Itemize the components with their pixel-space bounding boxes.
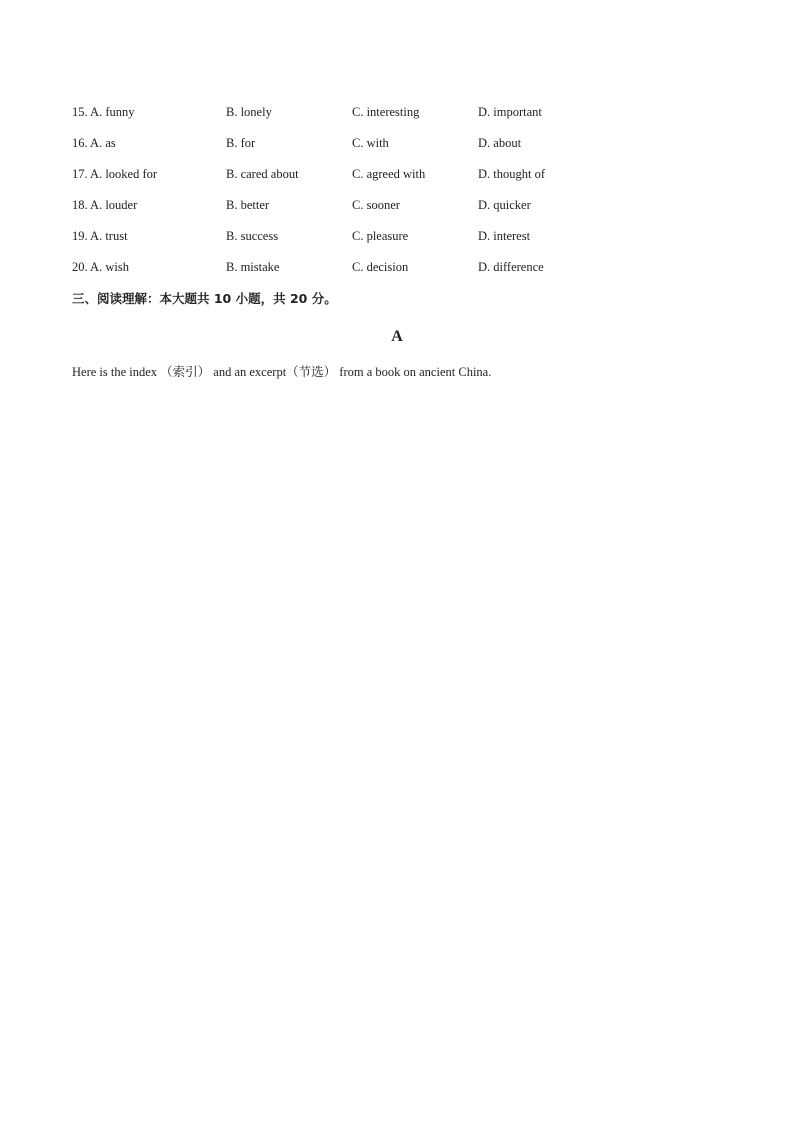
option-a: 19. A. trust (72, 229, 128, 243)
option-a: 17. A. looked for (72, 167, 158, 181)
option-b: B. mistake (226, 260, 280, 274)
option-b: B. better (226, 198, 270, 212)
question-row (72, 258, 692, 289)
option-b: B. success (226, 229, 279, 243)
section-heading: 三、阅读理解：本大题共 10 小题，共 20 分。 (72, 291, 337, 306)
option-a: 16. A. as (72, 136, 116, 150)
option-a: 15. A. funny (72, 105, 135, 119)
option-d: D. interest (478, 229, 531, 243)
question-row (72, 165, 692, 196)
option-c: C. interesting (352, 105, 420, 119)
option-c: C. sooner (352, 198, 400, 212)
passage-intro: Here is the index （索引） and an excerpt（节选） from a book on ancient China. (72, 365, 492, 379)
option-d: D. difference (478, 260, 544, 274)
option-b: B. lonely (226, 105, 272, 119)
question-row (72, 103, 692, 134)
option-d: D. important (478, 105, 542, 119)
option-c: C. pleasure (352, 229, 409, 243)
option-b: B. for (226, 136, 256, 150)
option-c: C. agreed with (352, 167, 426, 181)
option-c: C. with (352, 136, 389, 150)
option-d: D. about (478, 136, 522, 150)
passage-title: A (391, 328, 403, 345)
option-a: 20. A. wish (72, 260, 129, 274)
option-d: D. thought of (478, 167, 546, 181)
question-row (72, 196, 692, 227)
option-c: C. decision (352, 260, 409, 274)
option-d: D. quicker (478, 198, 531, 212)
option-b: B. cared about (226, 167, 299, 181)
question-row (72, 134, 692, 165)
question-row (72, 227, 692, 258)
option-a: 18. A. louder (72, 198, 138, 212)
question-options-list (72, 103, 692, 289)
